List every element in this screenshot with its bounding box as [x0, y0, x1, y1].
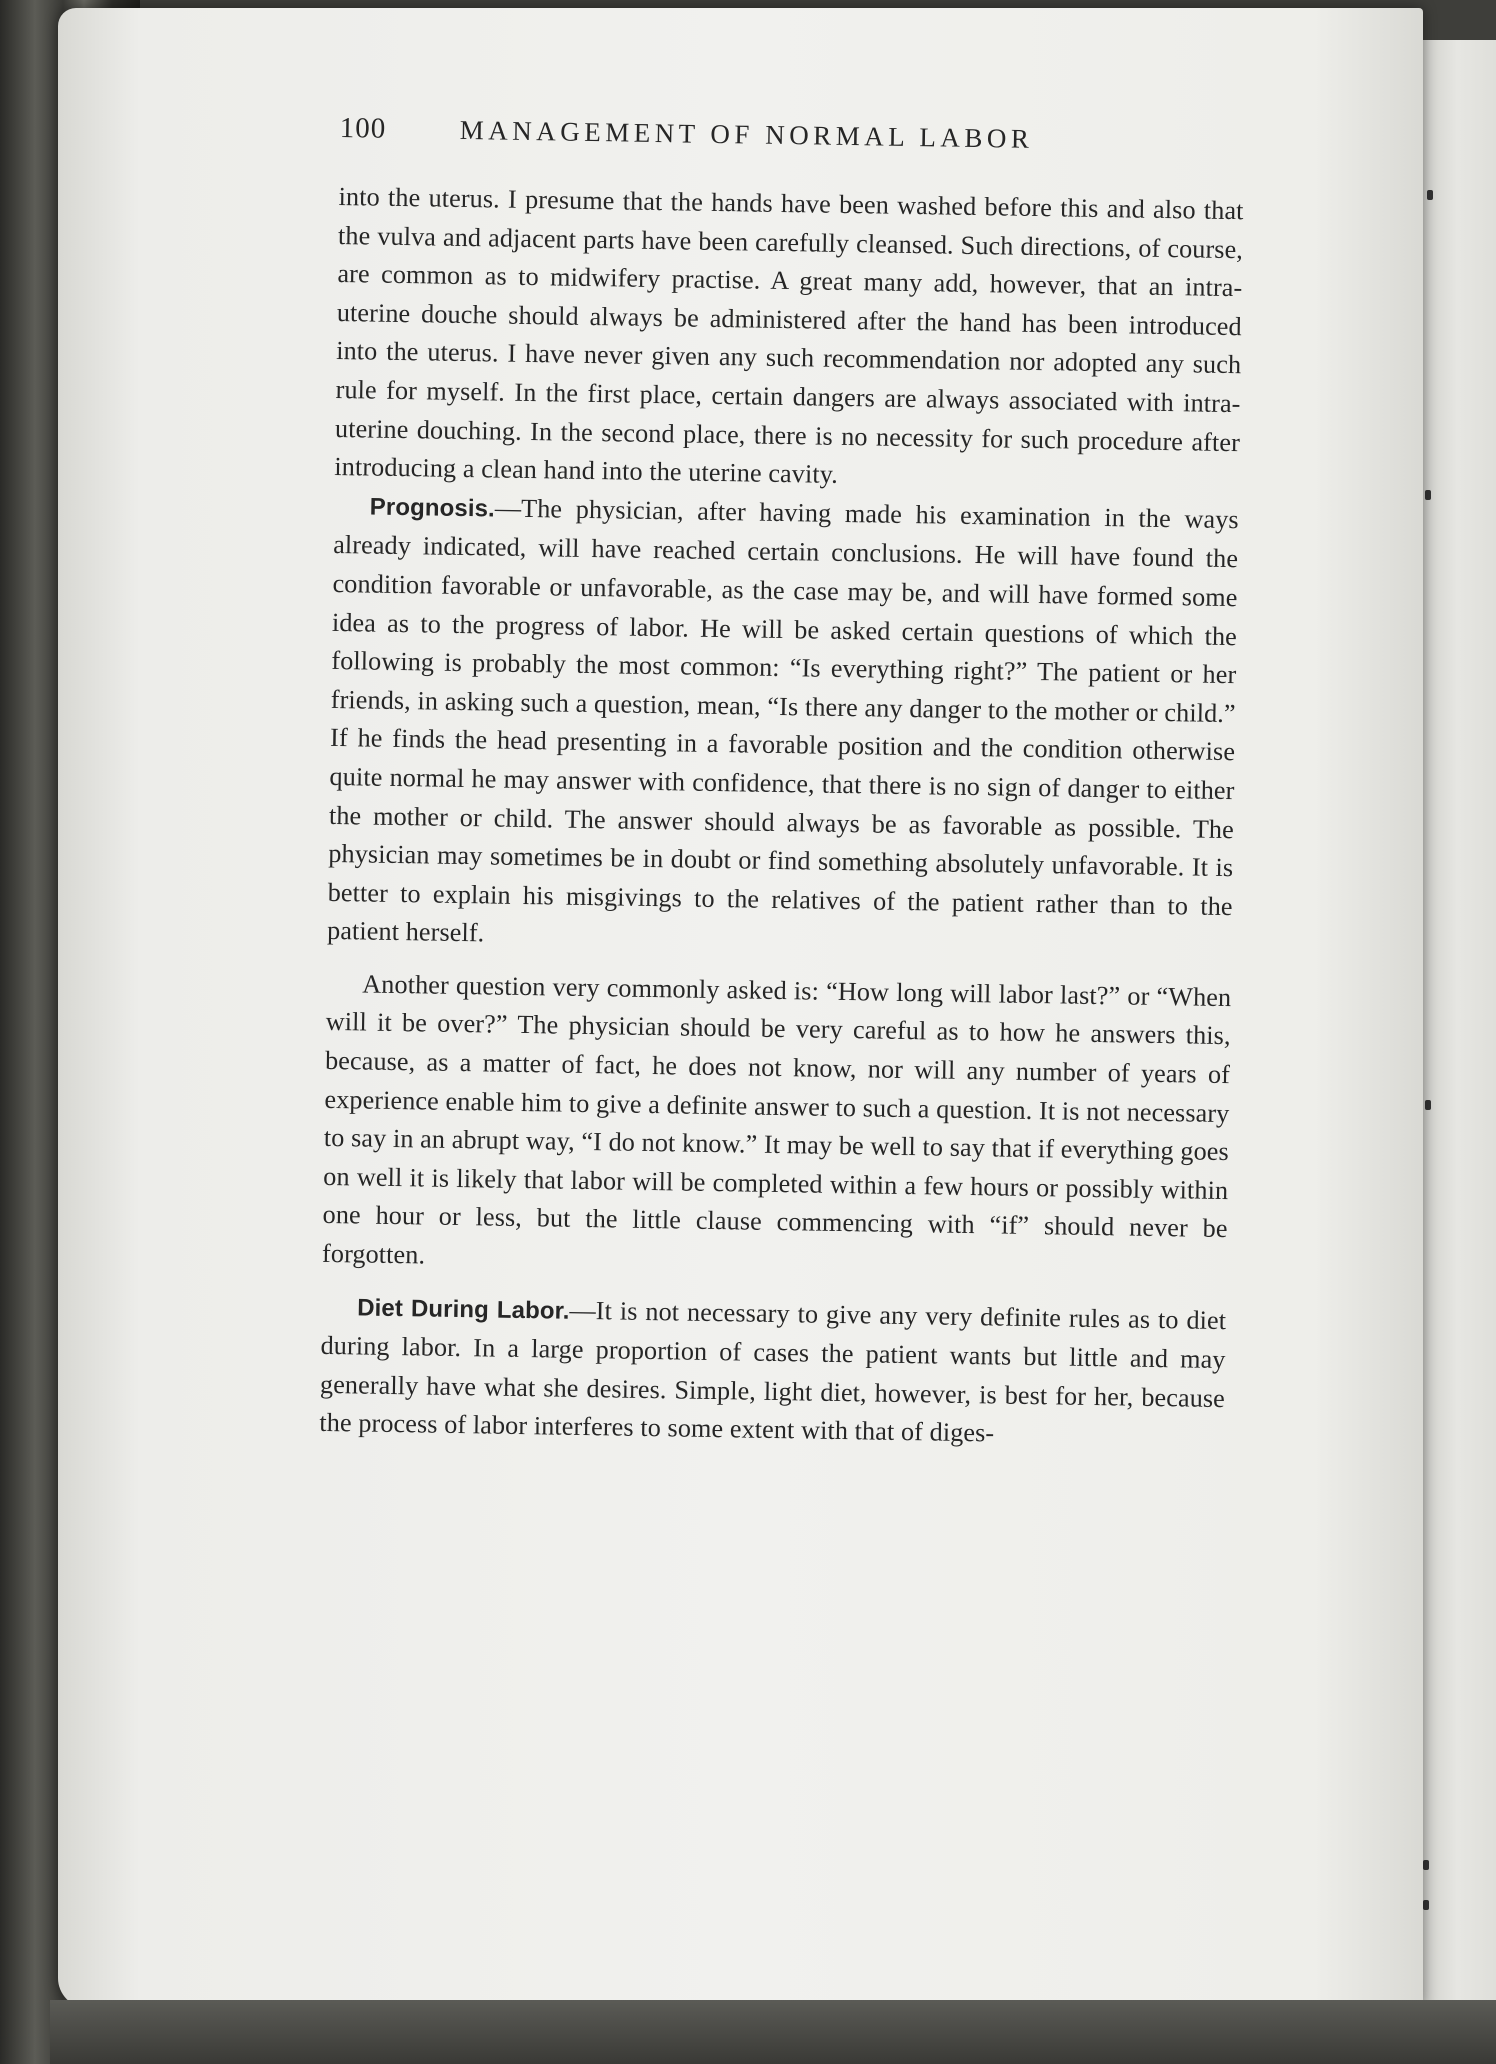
- facing-page-mark: [1423, 1860, 1429, 1870]
- facing-page-edge: [1418, 40, 1496, 2064]
- paragraph-prognosis: [327, 487, 1239, 965]
- facing-page-mark: [1425, 1100, 1431, 1110]
- facing-page-mark: [1427, 190, 1433, 200]
- diet-heading: Diet During Labor.: [357, 1294, 570, 1325]
- page-bottom-shadow: [50, 2000, 1496, 2064]
- facing-page-mark: [1425, 490, 1431, 500]
- facing-page-mark: [1423, 1900, 1429, 1910]
- page-text-block: [319, 112, 1245, 1457]
- page-number: 100: [339, 112, 387, 145]
- paragraph-diet: [319, 1287, 1226, 1457]
- paragraph-duration-question: Another question very commonly asked is: “How long will labor last?” or “When will it be over?” The physician should be very careful as to how he answers this, because, as a matter of fact, he does not know, nor will any number of years of experience enable him to give a definite answer to such a question. It is not necessary to say in an abrupt way, “I do not know.” It may be well to say that if everything goes on well it is likely that labor will be completed within a few hours or possibly within one hour or less, but the little clause commencing with “if” should never be forgotten.: [321, 969, 1232, 1270]
- prognosis-text: —The physician, after having made his examination in the ways already indicated, will have reached certain conclusions. He will have found the condition favorable or unfavorable, as the case may be, and will have formed some idea as to the progress of labor. He will be asked certain questions of which the following is probably the most common: “Is everything right?” The patient or her friends, in asking such a question, mean, “Is there any danger to the mother or child.” If he finds the head presenting in a favorable position and the condition otherwise quite normal he may answer with confidence, that there is no sign of danger to either the mother or child. The answer should always be as favorable as possible. The physician may sometimes be in doubt or find something absolutely unfavorable. It is better to explain his misgivings to the relatives of the patient rather than to the patient herself.: [326, 493, 1239, 948]
- prognosis-heading: Prognosis.: [369, 493, 496, 523]
- running-head: [339, 112, 1245, 188]
- diet-text: —It is not necessary to give any very definite rules as to diet during labor. In a large proportion of cases the patient wants but little and may generally have what she desires. Simple, light diet, however, is best for her, because the process of labor interferes to some extent with that of diges-: [319, 1295, 1227, 1448]
- running-title: MANAGEMENT OF NORMAL LABOR: [459, 114, 1034, 154]
- paragraph-uterus-douche: into the uterus. I presume that the hands have been washed before this and also that the vulva and adjacent parts have been carefully cleansed. Such directions, of course, are common as to midwifery practise. A great many add, however, that an intra-uterine douche should always be administered after the hand has been introduced into the uterus. I have never given any such recommendation nor adopted any such rule for myself. In the first place, certain dangers are always associated with intra-uterine douching. In the second place, there is no necessity for such procedure after introducing a clean hand into the uterine cavity.: [334, 181, 1244, 490]
